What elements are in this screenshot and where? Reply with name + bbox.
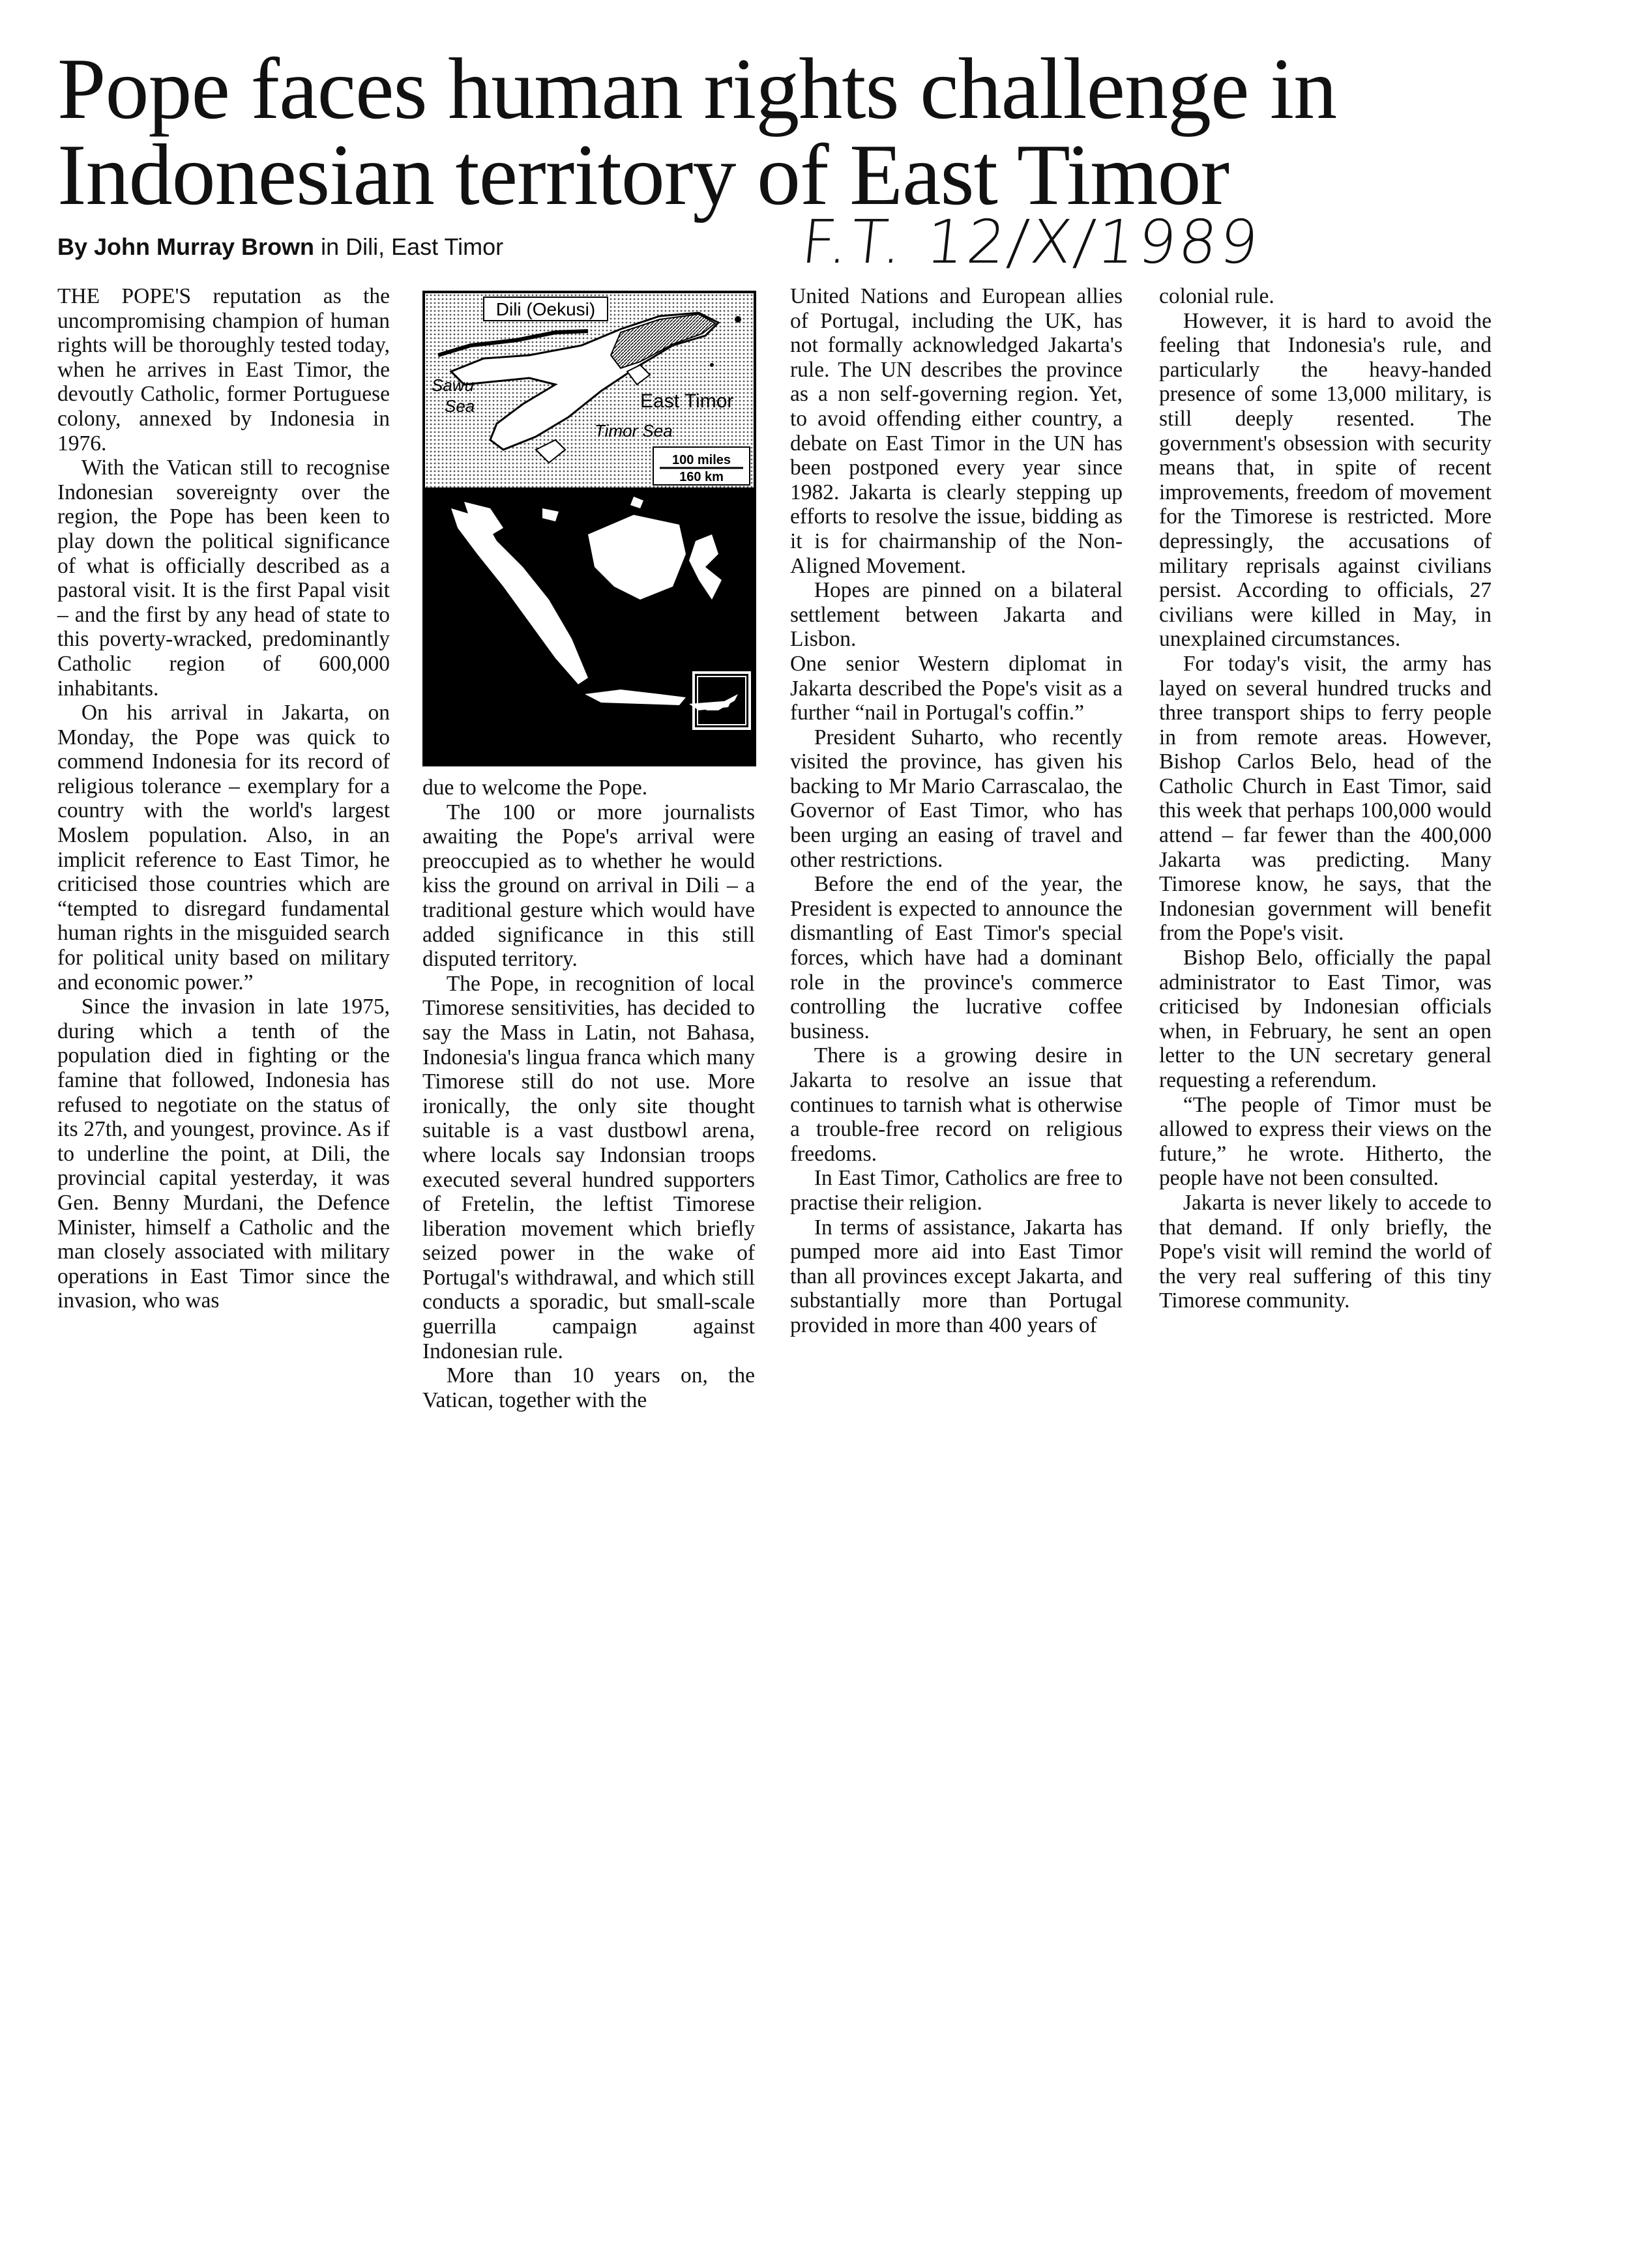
paragraph: More than 10 years on, the Vatican, together with the	[422, 1363, 755, 1412]
article-column-2	[422, 776, 755, 1412]
scale-km: 160 km	[679, 470, 724, 484]
paragraph: President Suharto, who recently visited the province, has given his backing to Mr Mario Carrascalao, the Governor of East Timor, who has been urging an easing of travel and other restrictions.	[790, 725, 1123, 872]
paragraph: Before the end of the year, the President is expected to announce the dismantling of East Timor's special forces, which have had a dominant role in the province's commerce controlling the lucrative coffee business.	[790, 872, 1123, 1043]
paragraph: Hopes are pinned on a bilateral settlement between Jakarta and Lisbon.	[790, 578, 1123, 652]
label-dili: Dili (Oekusi)	[495, 299, 596, 319]
paragraph: In terms of assistance, Jakarta has pumped more aid into East Timor than all provinces except Jakarta, and substantially more than Portugal provided in more than 400 years of	[790, 1215, 1123, 1337]
scale-miles: 100 miles	[671, 453, 731, 467]
label-east-timor: East Timor	[640, 390, 734, 412]
article-column-1	[57, 284, 390, 1313]
article-column-3	[790, 284, 1123, 1338]
paragraph: In East Timor, Catholics are free to practise their religion.	[790, 1166, 1123, 1215]
paragraph: Since the invasion in late 1975, during which a tenth of the population died in fighting or the famine that followed, Indonesia has refused to negotiate on the status of its 27th, and youngest, province. As if to underline the point, at Dili, the provincial capital yesterday, it was Gen. Benny Murdani, the Defence Minister, himself a Catholic and the man closely associated with military operations in East Timor since the invasion, who was	[57, 995, 390, 1313]
paragraph: One senior Western diplomat in Jakarta described the Pope's visit as a further “nail in Portugal's coffin.”	[790, 651, 1123, 725]
label-sawu: Sawu	[432, 375, 475, 395]
paragraph: With the Vatican still to recognise Indonesian sovereignty over the region, the Pope has been keen to play down the political significance of what is officially described as a pastoral visit. It is the first Papal visit – and the first by any head of state to this poverty-wracked, predominantly Catholic region of 600,000 inhabitants.	[57, 456, 390, 701]
map-graphic	[425, 293, 754, 764]
label-sea: Sea	[445, 396, 475, 416]
east-timor-map	[422, 291, 756, 766]
handwritten-date-note: F.T. 12/X/1989	[798, 207, 1264, 277]
map-dot	[735, 316, 741, 323]
paragraph: THE POPE'S reputation as the uncompromising champion of human rights will be thoroughly tested today, when he arrives in East Timor, the devoutly Catholic, former Portuguese colony, annexed by Indonesia in 1976.	[57, 284, 390, 456]
paragraph: On his arrival in Jakarta, on Monday, the Pope was quick to commend Indonesia for its record of religious tolerance – exemplary for a country with the world's largest Moslem population. Also, in an implicit reference to East Timor, he criticised those countries which are “tempted to disregard fundamental human rights in the misguided search for political unity based on military and economic power.”	[57, 701, 390, 995]
article-column-4	[1159, 284, 1492, 1313]
paragraph: colonial rule.	[1159, 284, 1274, 308]
paragraph: Jakarta is never likely to accede to that demand. If only briefly, the Pope's visit will remind the world of the very real suffering of this tiny Timorese community.	[1159, 1190, 1492, 1313]
paragraph: For today's visit, the army has layed on several hundred trucks and three transport ships to ferry people in from remote areas. However, Bishop Carlos Belo, head of the Catholic Church in East Timor, said this week that perhaps 100,000 would attend – far fewer than the 400,000 Jakarta was predicting. Many Timorese know, he says, that the Indonesian government will benefit from the Pope's visit.	[1159, 651, 1492, 946]
paragraph: The 100 or more journalists awaiting the Pope's arrival were preoccupied as to whether he would kiss the ground on arrival in Dili – a traditional gesture which would have added significance in this still disputed territory.	[422, 800, 755, 972]
byline	[57, 233, 503, 261]
headline: Pope faces human rights challenge in Indonesian territory of East Timor	[57, 40, 1337, 223]
paragraph: The Pope, in recognition of local Timorese sensitivities, has decided to say the Mass in Latin, not Bahasa, Indonesia's lingua franca which many Timorese still do not use. More ironically, the only site thought suitable is a vast dustbowl arena, where locals say Indonsian troops executed several hundred supporters of Fretelin, the leftist Timorese liberation movement which briefly seized power in the wake of Portugal's withdrawal, and which still conducts a sporadic, but small-scale guerrilla campaign against Indonesian rule.	[422, 971, 755, 1363]
byline-author: By John Murray Brown	[57, 233, 315, 260]
paragraph: “The people of Timor must be allowed to express their views on the future,” he wrote. Hitherto, the people have not been consulted.	[1159, 1092, 1492, 1191]
paragraph: There is a growing desire in Jakarta to resolve an issue that continues to tarnish what is otherwise a trouble-free record on religious freedoms.	[790, 1043, 1123, 1166]
paragraph: Bishop Belo, officially the papal administrator to East Timor, was criticised by Indonesian officials when, in February, he sent an open letter to the UN secretary general requesting a referendum.	[1159, 946, 1492, 1092]
map-dot	[710, 363, 714, 367]
paragraph: due to welcome the Pope.	[422, 776, 648, 800]
paragraph: United Nations and European allies of Portugal, including the UK, has not formally acknowledged Jakarta's rule. The UN describes the province as a non self-governing region. Yet, to avoid offending either country, a debate on East Timor in the UN has been postponed every year since 1982. Jakarta is clearly stepping up efforts to resolve the issue, bidding as it is for chairmanship of the Non-Aligned Movement.	[790, 284, 1123, 578]
label-timor-sea: Timor Sea	[595, 421, 673, 441]
paragraph: However, it is hard to avoid the feeling that Indonesia's rule, and particularly the heavy-handed presence of some 13,000 military, is still deeply resented. The government's obsession with security means that, in spite of recent improvements, freedom of movement for the Timorese is restricted. More depressingly, the accusations of military reprisals against civilians persist. According to officials, 27 civilians were killed in May, in unexplained circumstances.	[1159, 308, 1492, 652]
byline-location: in Dili, East Timor	[314, 233, 504, 260]
